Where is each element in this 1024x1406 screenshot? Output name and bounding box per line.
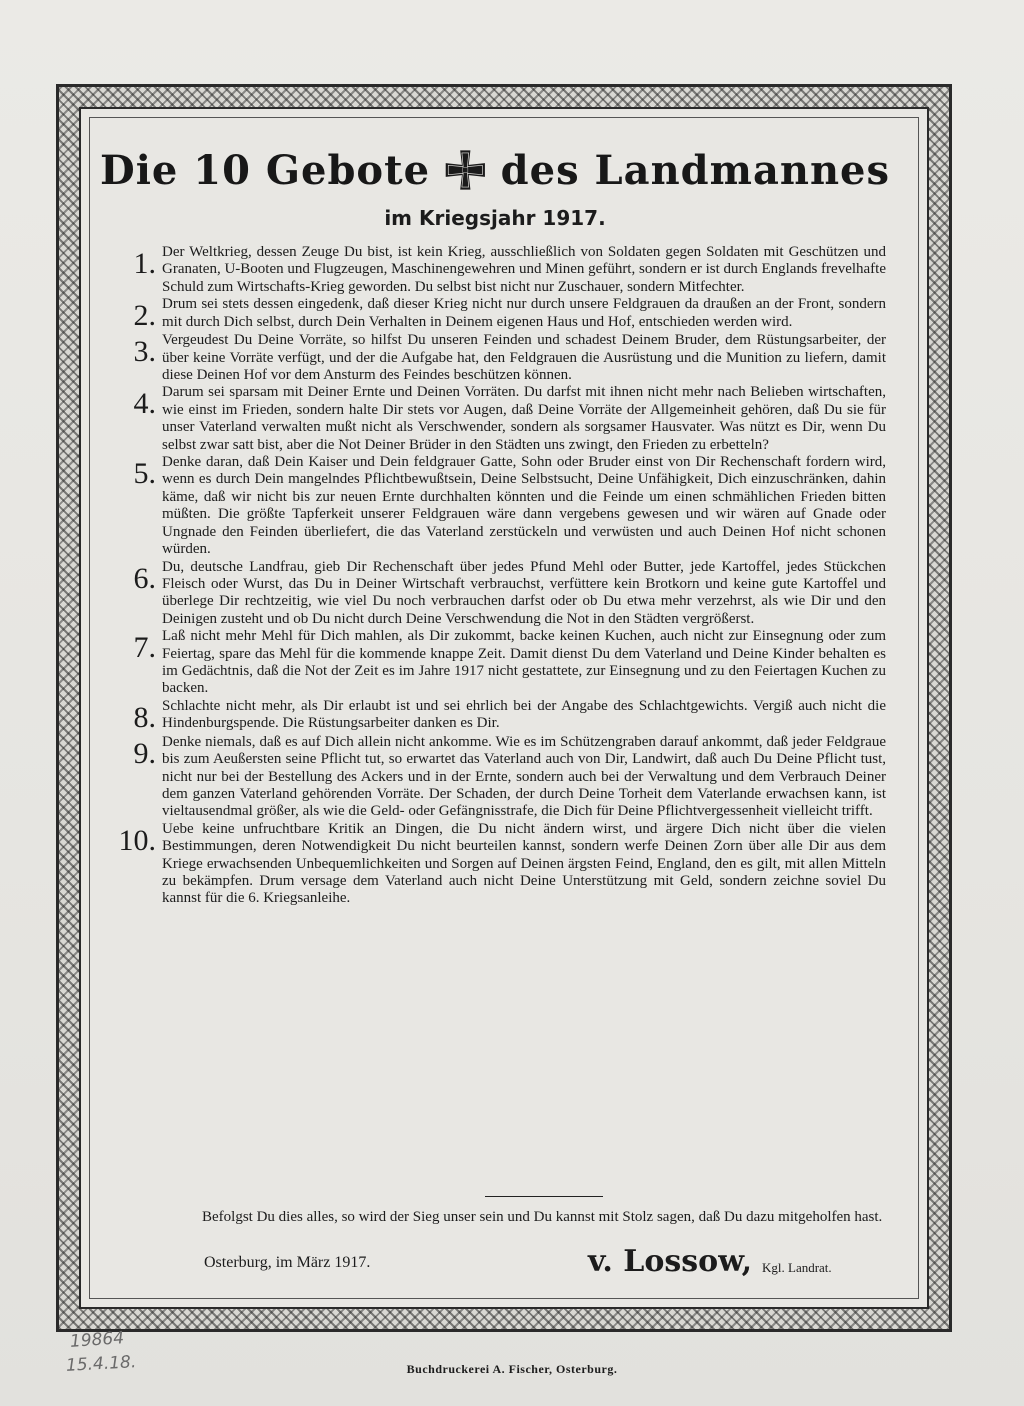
commandment-item	[100, 384, 890, 454]
closing-text: Befolgst Du dies alles, so wird der Sieg unser sein und Du kannst mit Stolz sagen, daß Du dazu mitgeholfen hast.	[202, 1209, 883, 1225]
commandment-text: Uebe keine unfruchtbare Kritik an Dingen, die Du nicht ändern wirst, und ärgere Dich nicht über die vielen Bestimmungen, deren Notwendigkeit Du nicht beurteilen kannst, sondern werfe Deinen Zorn über alle Dir aus dem Kriege erwachsenden Unbequemlichkeiten und Sorgen auf Deinen ärgsten Feind, England, den es gilt, mit allen Mitteln zu bekämpfen. Drum versage dem Vaterland auch nicht Deine Unterstützung mit Geld, sondern zeichne soviel Du kannst für die 6. Kriegsanleihe.	[162, 820, 886, 907]
commandment-number: 4.	[133, 387, 156, 421]
place-date: Osterburg, im März 1917.	[204, 1254, 371, 1271]
commandment-item	[100, 454, 890, 558]
poster-content	[100, 120, 890, 1290]
signature-name: v. Lossow,	[588, 1244, 753, 1279]
iron-cross-icon	[444, 131, 487, 209]
commandment-number: 7.	[133, 631, 156, 665]
signature-title: Kgl. Landrat.	[762, 1260, 832, 1275]
commandment-number: 6.	[133, 561, 156, 595]
archive-number: 19864	[69, 1328, 125, 1352]
separator-line	[485, 1196, 603, 1197]
commandment-text: Drum sei stets dessen eingedenk, daß dieser Krieg nicht nur durch unsere Feldgrauen da draußen an der Front, sondern mit durch Dich selbst, durch Dein Verhalten in Deinem eigenen Haus und Hof, entschieden werden wird.	[162, 296, 886, 330]
commandment-number: 5.	[133, 457, 156, 491]
commandment-text: Laß nicht mehr Mehl für Dich mahlen, als Dir zukommt, backe keinen Kuchen, auch nicht zur Einsegnung oder zum Feiertag, spare das Mehl für die kommende knappe Zeit. Damit dienst Du dem Vaterland und Deine Kinder behalten es im Gedächtnis, daß die Not der Zeit es im Jahre 1917 nicht gestattete, zur Einsegnung und zu den Feiertagen Kuchen zu backen.	[162, 628, 886, 697]
commandment-item	[100, 296, 890, 332]
archive-date: 15.4.18.	[65, 1352, 137, 1376]
title-row	[100, 130, 890, 210]
commandment-text: Darum sei sparsam mit Deiner Ernte und Deinen Vorräten. Du darfst mit ihnen nicht mehr nach Belieben wirtschaften, wie einst im Frieden, sondern halte Dir stets vor Augen, daß Deine Vorräte der Allgemeinheit gehören, daß Du sie für unser Vaterland verwalten mußt nicht als Verschwender, sondern als sorgsamer Hausvater. Was nützt es Dir, wenn Du selbst zwar satt bist, aber die Not Deiner Brüder in den Städten uns zwingt, den Frieden zu erbetteln?	[162, 384, 886, 453]
subtitle: im Kriegsjahr 1917.	[384, 206, 606, 230]
commandment-item	[100, 698, 890, 734]
printer-imprint: Buchdruckerei A. Fischer, Osterburg.	[406, 1362, 618, 1376]
commandment-list	[100, 244, 890, 908]
commandment-text: Vergeudest Du Deine Vorräte, so hilfst Du unseren Feinden und schadest Deinem Bruder, dem Rüstungsarbeiter, der über keine Vorräte verfügt, und der die Aufgabe hat, den Feldgrauen die Ausrüstung und die Munition zu liefern, damit diese Deinen Hof vor dem Ansturm des Feindes beschützen können.	[162, 332, 886, 384]
commandment-number: 8.	[133, 700, 156, 734]
commandment-number: 3.	[133, 335, 156, 369]
commandment-text: Du, deutsche Landfrau, gieb Dir Rechenschaft über jedes Pfund Mehl oder Butter, jede Kartoffel, jedes Stückchen Fleisch oder Wurst, das Du in Deiner Wirtschaft verbrauchst, verfüttere kein Brotkorn und keine gute Kartoffel und überlege Dir rechtzeitig, wie viel Du noch verbrauchen darfst oder ob Du etwa mehr verzehrst, als wie Dir und den Deinigen zusteht und ob Du nicht durch Deine Verschwendung die Not in den Städten vergrößerst.	[162, 558, 886, 627]
commandment-text: Denke daran, daß Dein Kaiser und Dein feldgrauer Gatte, Sohn oder Bruder einst von Dir Rechenschaft fordern wird, wenn es durch Dein mangelndes Pflichtbewußtsein, Deine Selbstsucht, Deine Unfähigkeit, Dich einzuschränken, dahin käme, daß wir nicht bis zur neuen Ernte durchhalten könnten und die Feinde um einen schmählichen Frieden bitten müßten. Die größte Tapferkeit unserer Feldgrauen wäre dann vergebens gewesen und wir wären auf Gnade oder Ungnade den Feinden überliefert, die das Vaterland zerstückeln und verwüsten und auch Deinen Hof nicht schonen würden.	[162, 454, 886, 558]
commandment-text: Schlachte nicht mehr, als Dir erlaubt ist und sei ehrlich bei der Angabe des Schlachtgewichts. Vergiß auch nicht die Hindenburgspende. Die Rüstungsarbeiter danken es Dir.	[162, 697, 886, 732]
commandment-number: 1.	[133, 247, 156, 280]
commandment-item	[100, 559, 890, 629]
commandment-item	[100, 821, 890, 908]
title-left: Die 10 Gebote	[100, 146, 431, 194]
commandment-text: Der Weltkrieg, dessen Zeuge Du bist, ist kein Krieg, ausschließlich von Soldaten gegen Soldaten mit Geschützen und Granaten, U-Booten und Flugzeugen, Maschinengewehren und Minen geführt, sondern er ist durch Englands frevelhafte Schuld zum Wirtschafts-Krieg geworden. Du selbst bist nicht nur Zuschauer, sondern Mitfechter.	[162, 244, 886, 295]
commandment-item	[100, 734, 890, 821]
commandment-item	[100, 244, 890, 296]
commandment-text: Denke niemals, daß es auf Dich allein nicht ankomme. Wie es im Schützengraben darauf ankommt, daß jeder Feldgraue bis zum Aeußersten seine Pflicht tut, so erwartet das Vaterland auch von Dir, Landwirt, daß auch Du Deine Pflicht tust, nicht nur bei der Bestellung des Ackers und in der Ernte, sondern auch bei der Verwaltung und dem Verbrauch Deiner dem ganzen Vaterland gehörenden Vorräte. Der Schaden, der durch Deine Torheit dem Vaterlande erwachsen kann, ist vieltausendmal größer, als wie die Geld- oder Gefängnisstrafe, die Dich für Deine Pflichtvergessenheit vielleicht trifft.	[162, 733, 886, 820]
title-right: des Landmannes	[500, 146, 890, 194]
commandment-number: 9.	[133, 736, 156, 770]
commandment-item	[100, 628, 890, 698]
commandment-number: 10.	[118, 823, 156, 857]
commandment-item	[100, 332, 890, 384]
commandment-number: 2.	[133, 299, 156, 333]
